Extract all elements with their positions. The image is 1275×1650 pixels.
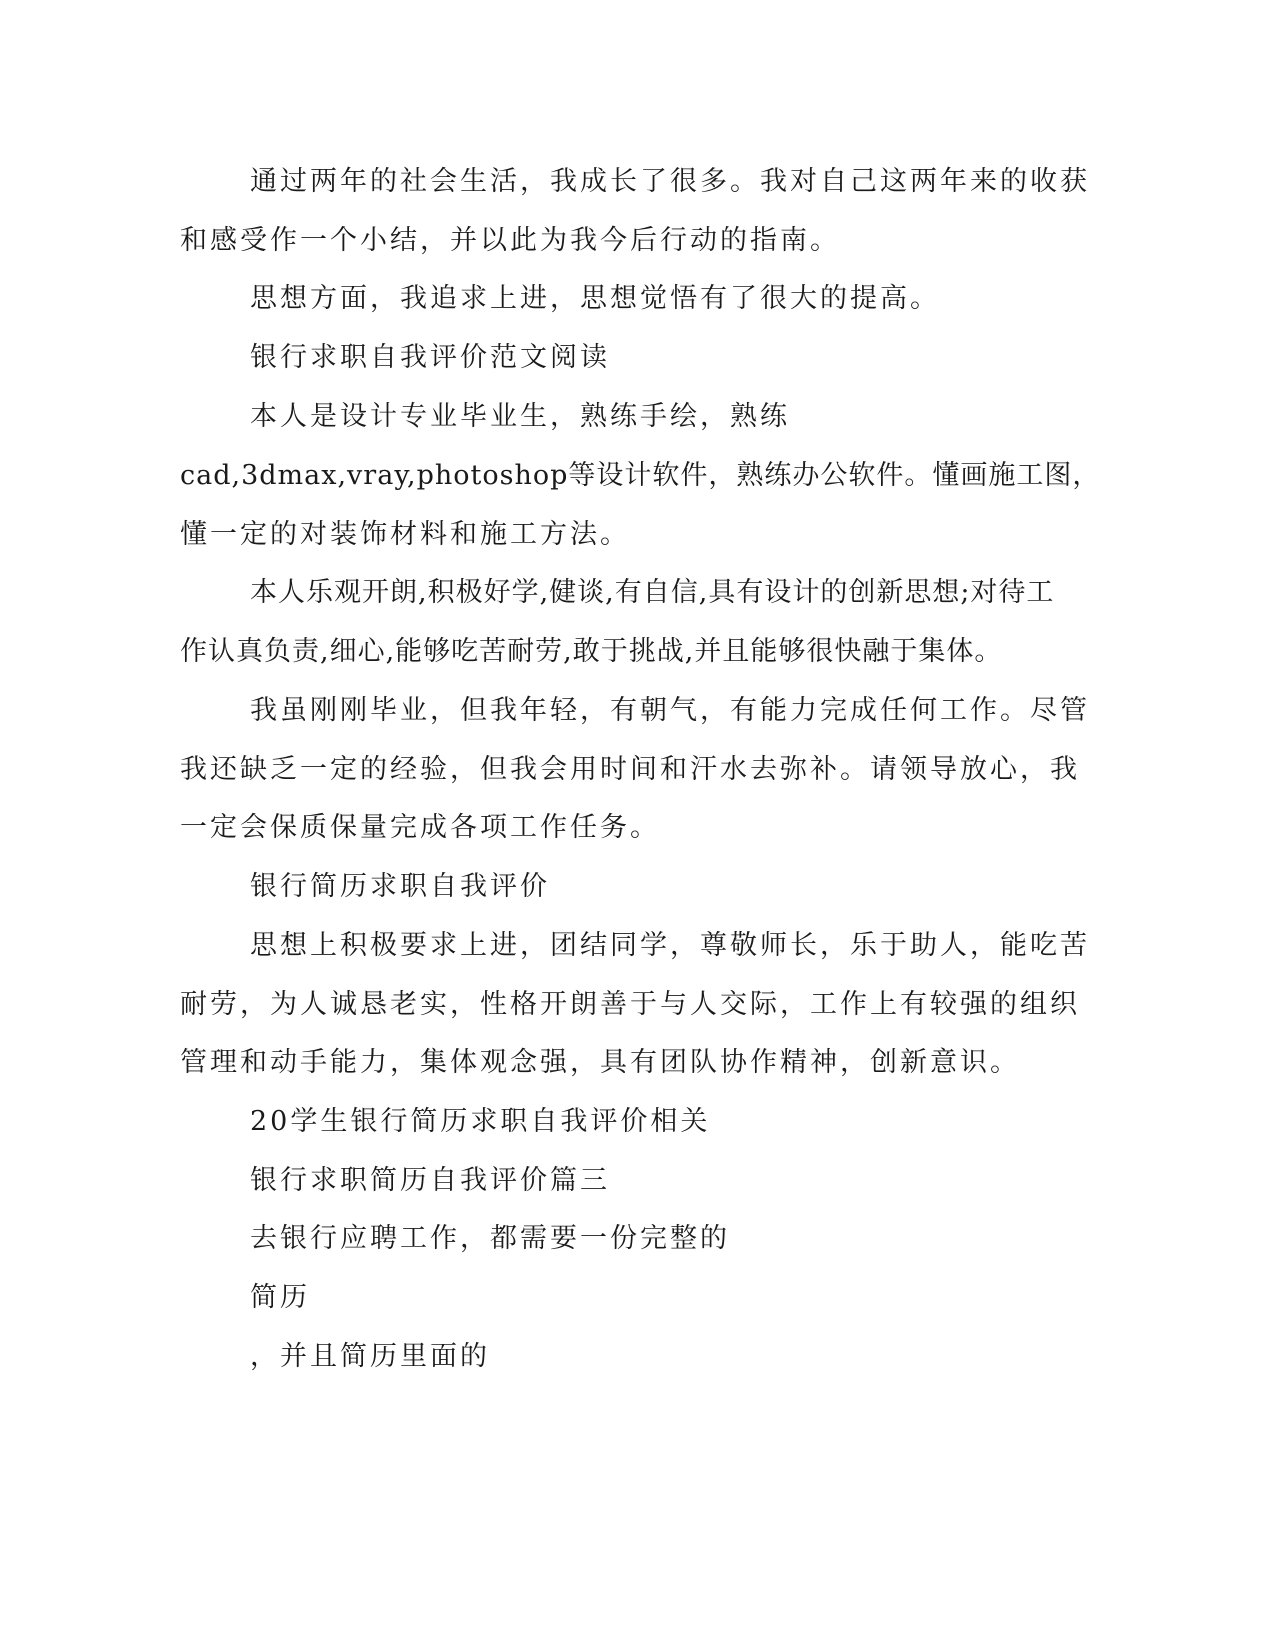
text-line: cad,3dmax,vray,photoshop等设计软件，熟练办公软件。懂画施工图， bbox=[180, 460, 1101, 491]
section-heading: 银行求职自我评价范文阅读 bbox=[250, 342, 610, 373]
text-line: 本人乐观开朗,积极好学,健谈,有自信,具有设计的创新思想;对待工 bbox=[250, 577, 1055, 608]
text-line: 本人是设计专业毕业生，熟练手绘，熟练 bbox=[250, 401, 790, 432]
text-line: 一定会保质保量完成各项工作任务。 bbox=[180, 812, 660, 843]
text-line: 耐劳，为人诚恳老实，性格开朗善于与人交际，工作上有较强的组织 bbox=[180, 989, 1080, 1020]
text-line: 我虽刚刚毕业，但我年轻，有朝气，有能力完成任何工作。尽管 bbox=[250, 695, 1090, 726]
text-line: ，并且简历里面的 bbox=[250, 1341, 490, 1372]
text-line: 简历 bbox=[250, 1282, 310, 1313]
text-line: 作认真负责,细心,能够吃苦耐劳,敢于挑战,并且能够很快融于集体。 bbox=[180, 636, 1003, 667]
text-line: 通过两年的社会生活，我成长了很多。我对自己这两年来的收获 bbox=[250, 166, 1090, 197]
section-heading: 银行求职简历自我评价篇三 bbox=[250, 1165, 610, 1196]
text-line: 和感受作一个小结，并以此为我今后行动的指南。 bbox=[180, 225, 840, 256]
text-line: 管理和动手能力，集体观念强，具有团队协作精神，创新意识。 bbox=[180, 1047, 1020, 1078]
text-line: 去银行应聘工作，都需要一份完整的 bbox=[250, 1223, 730, 1254]
text-line: 我还缺乏一定的经验，但我会用时间和汗水去弥补。请领导放心，我 bbox=[180, 754, 1080, 785]
section-heading: 20学生银行简历求职自我评价相关 bbox=[250, 1106, 711, 1137]
text-line: 懂一定的对装饰材料和施工方法。 bbox=[180, 519, 630, 550]
text-line: 思想方面，我追求上进，思想觉悟有了很大的提高。 bbox=[250, 283, 940, 314]
section-heading: 银行简历求职自我评价 bbox=[250, 871, 550, 902]
text-line: 思想上积极要求上进，团结同学，尊敬师长，乐于助人，能吃苦 bbox=[250, 930, 1090, 961]
